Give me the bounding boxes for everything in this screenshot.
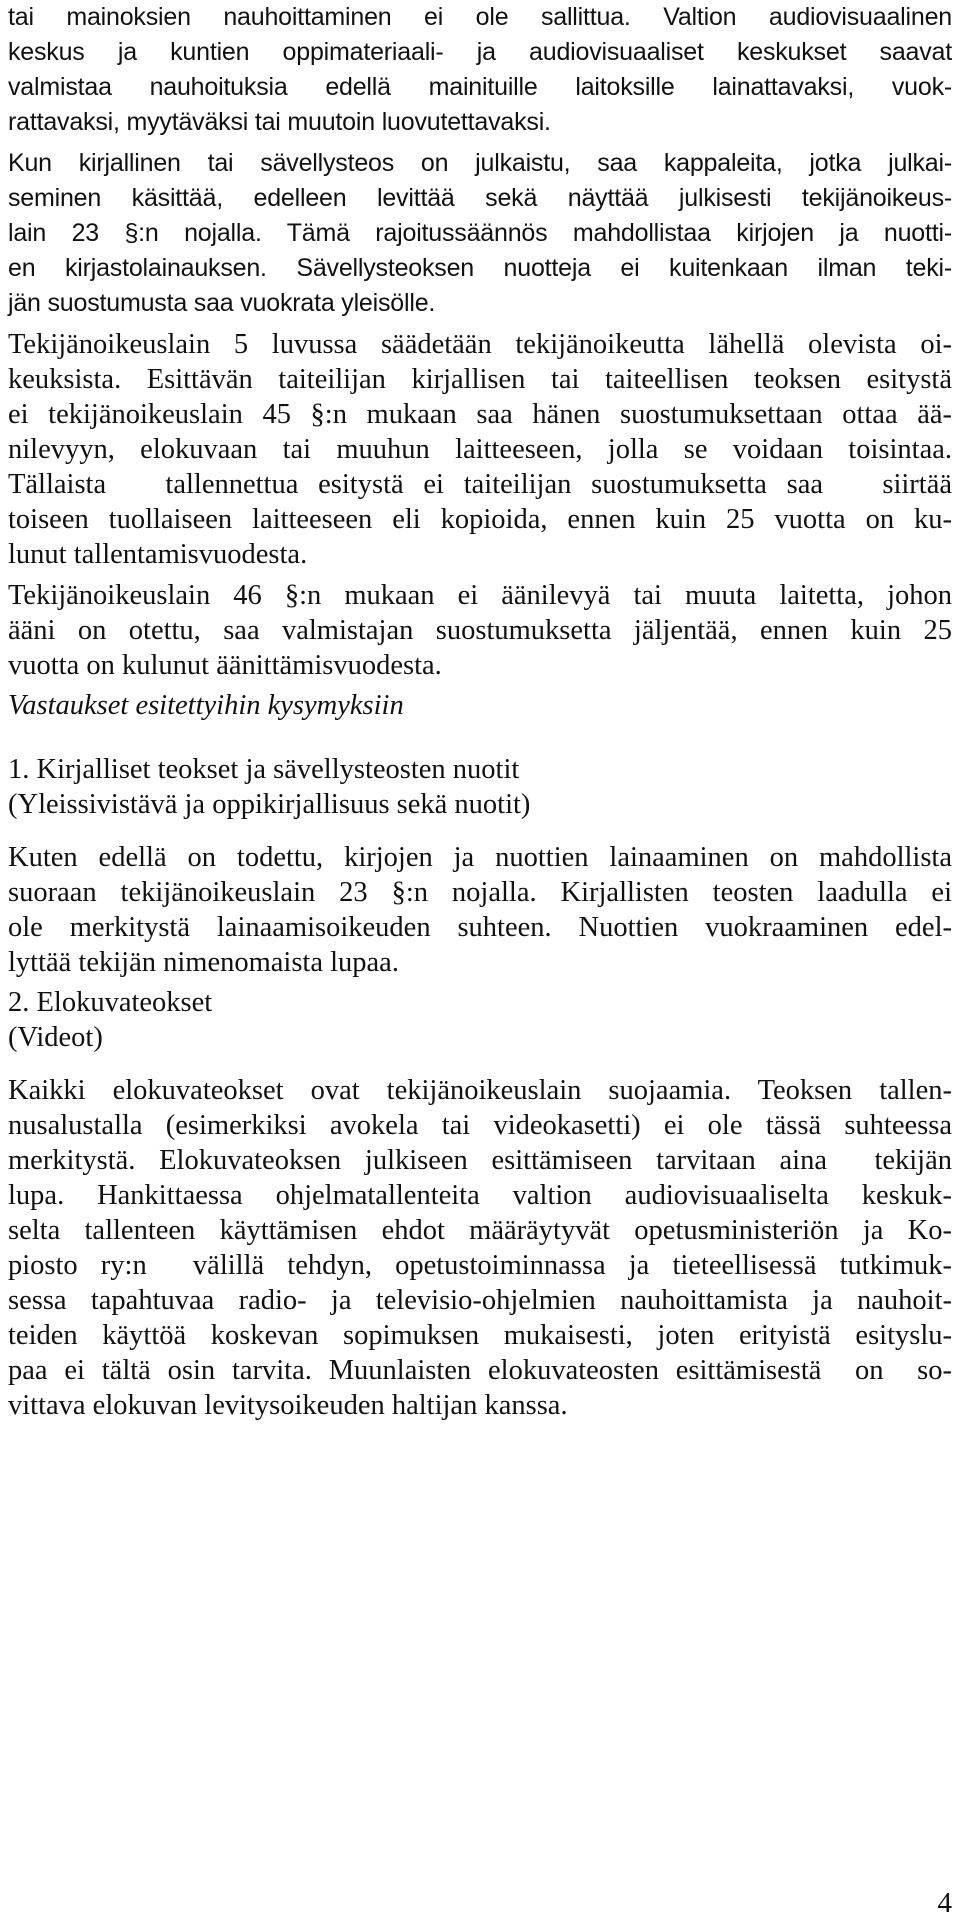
heading-vastaukset: Vastaukset esitettyihin kysymyksiin	[8, 690, 404, 721]
text-line: en kirjastolainauksen. Sävellysteoksen nuotteja ei kuitenkaan ilman teki-	[8, 254, 952, 282]
paragraph-section-1	[8, 840, 952, 980]
text-line: valmistaa nauhoituksia edellä mainituille laitoksille lainattavaksi, vuok-	[8, 73, 952, 101]
text-line: ääni on otettu, saa valmistajan suostumuksetta jäljentää, ennen kuin 25	[8, 615, 952, 646]
paragraph-46	[8, 578, 952, 683]
text-line: ei tekijänoikeuslain 45 §:n mukaan saa hänen suostumuksettaan ottaa ää-	[8, 399, 952, 430]
text-line: nusalustalla (esimerkiksi avokela tai videokasetti) ei ole tässä suhteessa	[8, 1110, 952, 1141]
text-line: keskus ja kuntien oppimateriaali- ja audiovisuaaliset keskukset saavat	[8, 38, 952, 66]
text-line: Tällaista tallennettua esitystä ei taiteilijan suostumuksetta saa siirtää	[8, 469, 952, 500]
page-number: 4	[937, 1887, 952, 1919]
text-line: Tekijänoikeuslain 5 luvussa säädetään tekijänoikeutta lähellä olevista oi-	[8, 329, 952, 360]
section-1-subtitle: (Yleissivistävä ja oppikirjallisuus sekä nuotit)	[8, 789, 531, 820]
text-line: merkitystä. Elokuvateoksen julkiseen esittämiseen tarvitaan aina tekijän	[8, 1145, 952, 1176]
paragraph-kirjallinen	[8, 146, 952, 321]
section-2-title-block	[8, 985, 952, 1055]
text-line: keuksista. Esittävän taiteilijan kirjallisen tai taiteellisen teoksen esitystä	[8, 364, 952, 395]
text-line: sessa tapahtuvaa radio- ja televisio-ohjelmien nauhoittamista ja nauhoit-	[8, 1285, 952, 1316]
text-line: vittava elokuvan levitysoikeuden haltijan kanssa.	[8, 1390, 568, 1421]
text-line: lyttää tekijän nimenomaista lupaa.	[8, 947, 399, 978]
section-1-title: 1. Kirjalliset teokset ja sävellysteosten nuotit	[8, 754, 520, 785]
paragraph-luku-5	[8, 327, 952, 572]
text-line: toiseen tuollaiseen laitteeseen eli kopioida, ennen kuin 25 vuotta on ku-	[8, 504, 952, 535]
text-line: nilevyyn, elokuvaan tai muuhun laitteeseen, jolla se voidaan toisintaa.	[8, 434, 952, 465]
text-line: lunut tallentamisvuodesta.	[8, 539, 308, 570]
text-line: vuotta on kulunut äänittämisvuodesta.	[8, 650, 442, 681]
text-line: Kaikki elokuvateokset ovat tekijänoikeuslain suojaamia. Teoksen tallen-	[8, 1075, 952, 1106]
text-line: selta tallenteen käyttämisen ehdot määräytyvät opetusministeriön ja Ko-	[8, 1215, 952, 1246]
text-line: rattavaksi, myytäväksi tai muutoin luovutettavaksi.	[8, 108, 551, 136]
section-2-subtitle: (Videot)	[8, 1022, 103, 1053]
paragraph-intro	[8, 0, 952, 140]
text-line: Kuten edellä on todettu, kirjojen ja nuottien lainaaminen on mahdollista	[8, 842, 952, 873]
text-line: jän suostumusta saa vuokrata yleisölle.	[8, 289, 436, 317]
section-2-title: 2. Elokuvateokset	[8, 987, 213, 1018]
paragraph-section-2	[8, 1073, 952, 1423]
text-line: seminen käsittää, edelleen levittää sekä näyttää julkisesti tekijänoikeus-	[8, 184, 952, 212]
section-heading	[8, 688, 952, 723]
text-line: lain 23 §:n nojalla. Tämä rajoitussäännös mahdollistaa kirjojen ja nuotti-	[8, 219, 952, 247]
text-line: Kun kirjallinen tai sävellysteos on julkaistu, saa kappaleita, jotka julkai-	[8, 149, 952, 177]
text-line: ole merkitystä lainaamisoikeuden suhteen. Nuottien vuokraaminen edel-	[8, 912, 952, 943]
text-line: Tekijänoikeuslain 46 §:n mukaan ei äänilevyä tai muuta laitetta, johon	[8, 580, 952, 611]
text-line: teiden käyttöä koskevan sopimuksen mukaisesti, joten erityistä esityslu-	[8, 1320, 952, 1351]
text-line: lupa. Hankittaessa ohjelmatallenteita valtion audiovisuaaliselta keskuk-	[8, 1180, 952, 1211]
text-line: suoraan tekijänoikeuslain 23 §:n nojalla. Kirjallisten teosten laadulla ei	[8, 877, 952, 908]
text-line: piosto ry:n välillä tehdyn, opetustoiminnassa ja tieteellisessä tutkimuk-	[8, 1250, 952, 1281]
text-line: paa ei tältä osin tarvita. Muunlaisten elokuvateosten esittämisestä on so-	[8, 1355, 952, 1386]
section-1-title-block	[8, 752, 952, 822]
text-line: tai mainoksien nauhoittaminen ei ole sallittua. Valtion audiovisuaalinen	[8, 3, 952, 31]
